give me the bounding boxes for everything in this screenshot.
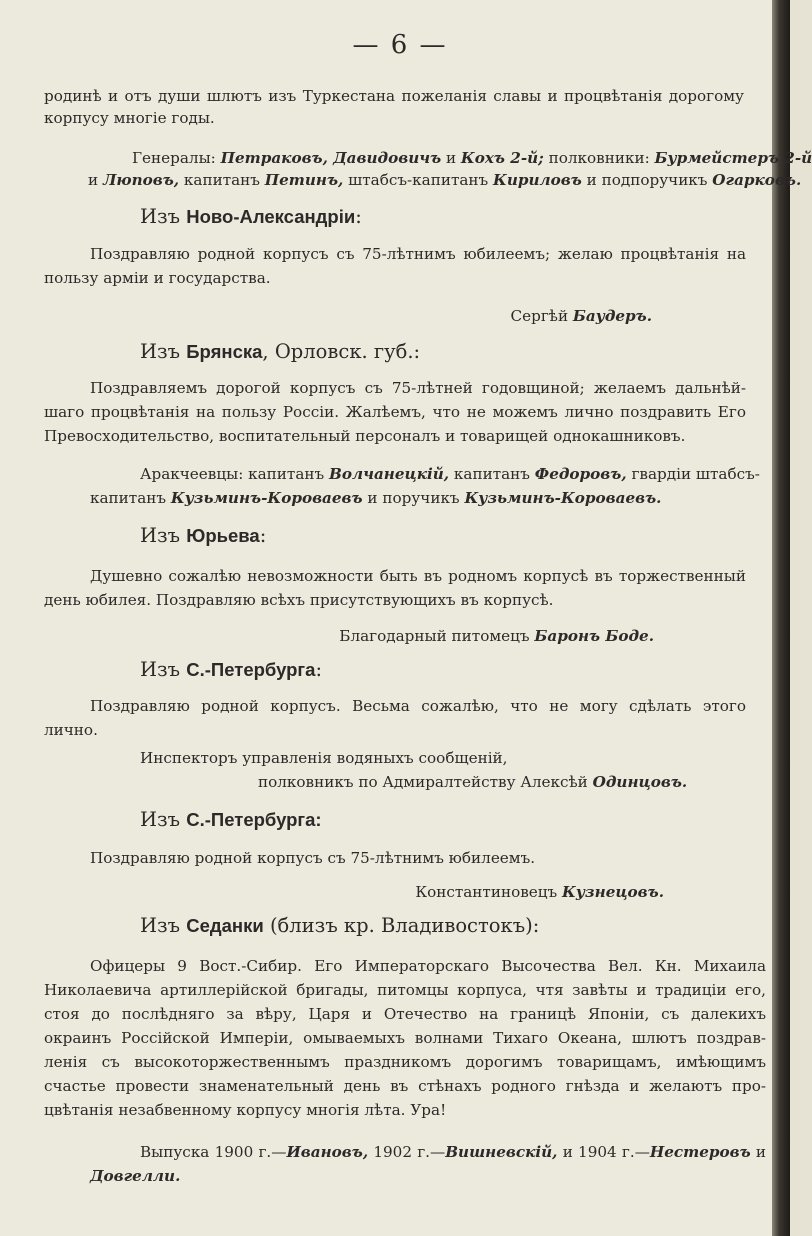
name: Кохъ 2-й; xyxy=(460,149,544,167)
heading-city: Седанки xyxy=(186,915,264,936)
name: Люповъ, xyxy=(102,171,180,189)
text: и xyxy=(441,149,461,167)
heading-suffix: , Орловск. губ.: xyxy=(262,340,421,363)
message-line: стоя до послѣдняго за вѣру, Царя и Отечество на границѣ Японіи, съ далекихъ xyxy=(44,1005,766,1023)
signature-line-1: Инспекторъ управленія водяныхъ сообщеній, xyxy=(140,749,508,767)
intro-line-2: корпусу многіе годы. xyxy=(44,109,215,127)
message-line: день юбилея. Поздравляю всѣхъ присутствующихъ въ корпусѣ. xyxy=(44,591,554,609)
heading-suffix: : xyxy=(355,205,362,228)
heading-prefix: Изъ xyxy=(140,914,187,937)
text: Благодарный питомецъ xyxy=(339,627,535,645)
name: Волчанецкій, xyxy=(329,465,450,483)
message-line: лично. xyxy=(44,721,98,739)
text: и 1904 г.— xyxy=(557,1143,650,1161)
text: капитанъ xyxy=(449,465,535,483)
signature-line-2 xyxy=(258,770,687,795)
text: Сергѣй xyxy=(510,307,573,325)
graduates-line-2 xyxy=(90,1164,180,1189)
heading-prefix: Изъ xyxy=(140,340,187,363)
section-heading xyxy=(140,912,539,940)
name: Федоровъ, xyxy=(534,465,627,483)
section-heading xyxy=(140,522,266,550)
heading-prefix: Изъ xyxy=(140,658,187,681)
heading-prefix: Изъ xyxy=(140,205,187,228)
signature xyxy=(44,304,652,329)
signature xyxy=(44,880,664,905)
message-line: Поздравляю родной корпусъ. Весьма сожалѣю, что не могу сдѣлать этого xyxy=(90,697,746,715)
text: и xyxy=(88,171,103,189)
heading-city: С.-Петербурга: xyxy=(186,809,322,830)
text: Аракчеевцы: капитанъ xyxy=(140,465,329,483)
text: штабсъ-капитанъ xyxy=(343,171,494,189)
page-number: — 6 — xyxy=(352,30,448,60)
name: Кузнецовъ. xyxy=(562,883,664,901)
name: Вишневскій, xyxy=(445,1143,558,1161)
message-line: Офицеры 9 Вост.-Сибир. Его Императорскаго Высочества Вел. Кн. Михаила xyxy=(90,957,766,975)
text: и xyxy=(750,1143,767,1161)
message-line: Поздравляемъ дорогой корпусъ съ 75-лѣтней годовщиной; желаемъ дальнѣй- xyxy=(90,379,746,397)
heading-suffix: : xyxy=(315,658,323,681)
message-line: Превосходительство, воспитательный персоналъ и товарищей однокашниковъ. xyxy=(44,427,686,445)
text: полковникъ по Адмиралтейству Алексѣй xyxy=(258,773,593,791)
name: Огарковъ. xyxy=(712,171,802,189)
name: Нестеровъ xyxy=(649,1143,751,1161)
name: Кириловъ xyxy=(493,171,582,189)
section-heading xyxy=(140,338,420,366)
message-line: Поздравляю родной корпусъ съ 75-лѣтнимъ юбилеемъ; желаю процвѣтанія на xyxy=(90,245,746,263)
heading-suffix: : xyxy=(259,524,267,547)
signature-line-1 xyxy=(140,462,760,487)
heading-suffix: (близъ кр. Владивостокъ): xyxy=(263,914,540,937)
text: 1902 г.— xyxy=(368,1143,446,1161)
message-line: шаго процвѣтанія на пользу Россіи. Жалѣемъ, что не можемъ лично поздравить Его xyxy=(44,403,746,421)
name: Ивановъ, xyxy=(286,1143,369,1161)
name: Петинъ, xyxy=(264,171,344,189)
message-line: ленія съ высокоторжественнымъ праздникомъ дорогимъ товарищамъ, имѣющимъ xyxy=(44,1053,766,1071)
text: Выпуска 1900 г.— xyxy=(140,1143,287,1161)
name: Баудеръ. xyxy=(572,307,652,325)
name: Довгелли. xyxy=(90,1167,181,1185)
text: гвардіи штабсъ- xyxy=(626,465,760,483)
name: Кузьминъ-Короваевъ xyxy=(170,489,363,507)
section-heading xyxy=(140,806,322,834)
intro-line-1: родинѣ и отъ души шлютъ изъ Туркестана пожеланія славы и процвѣтанія дорогому xyxy=(44,87,744,105)
message-line: окраинъ Россійской Имперіи, омываемыхъ волнами Тихаго Океана, шлютъ поздрав- xyxy=(44,1029,766,1047)
message-line: пользу арміи и государства. xyxy=(44,269,271,287)
heading-city: С.-Петербурга xyxy=(186,659,316,680)
text: капитанъ xyxy=(179,171,265,189)
section-heading xyxy=(140,656,322,684)
text: Константиновецъ xyxy=(415,883,563,901)
name: Кузьминъ-Короваевъ. xyxy=(464,489,662,507)
heading-prefix: Изъ xyxy=(140,524,187,547)
message-line: цвѣтанія незабвенному корпусу многія лѣта. Ура! xyxy=(44,1101,447,1119)
signature xyxy=(44,624,654,649)
section-heading xyxy=(140,203,362,231)
text: и подпоручикъ xyxy=(581,171,713,189)
name: Одинцовъ. xyxy=(592,773,688,791)
generals-line-2 xyxy=(88,168,802,193)
name: Бурмейстеръ 2-й xyxy=(654,149,812,167)
graduates-line-1 xyxy=(140,1140,766,1165)
message-line: счастье провести знаменательный день въ стѣнахъ родного гнѣзда и желаютъ про- xyxy=(44,1077,766,1095)
heading-city: Брянска xyxy=(186,341,263,362)
heading-city: Юрьева xyxy=(186,525,260,546)
text: капитанъ xyxy=(90,489,171,507)
message-line: Николаевича артиллерійской бригады, питомцы корпуса, чтя завѣты и традиціи его, xyxy=(44,981,766,999)
name: Петраковъ, Давидовичъ xyxy=(220,149,442,167)
heading-prefix: Изъ xyxy=(140,808,187,831)
signature-line-2 xyxy=(90,486,661,511)
heading-city: Ново-Александріи xyxy=(186,206,356,227)
text: полковники: xyxy=(543,149,655,167)
message-line: Душевно сожалѣю невозможности быть въ родномъ корпусѣ въ торжественный xyxy=(90,567,746,585)
text: Генералы: xyxy=(132,149,221,167)
text: и поручикъ xyxy=(362,489,465,507)
message-line: Поздравляю родной корпусъ съ 75-лѣтнимъ юбилеемъ. xyxy=(90,849,536,867)
name: Баронъ Боде. xyxy=(534,627,654,645)
